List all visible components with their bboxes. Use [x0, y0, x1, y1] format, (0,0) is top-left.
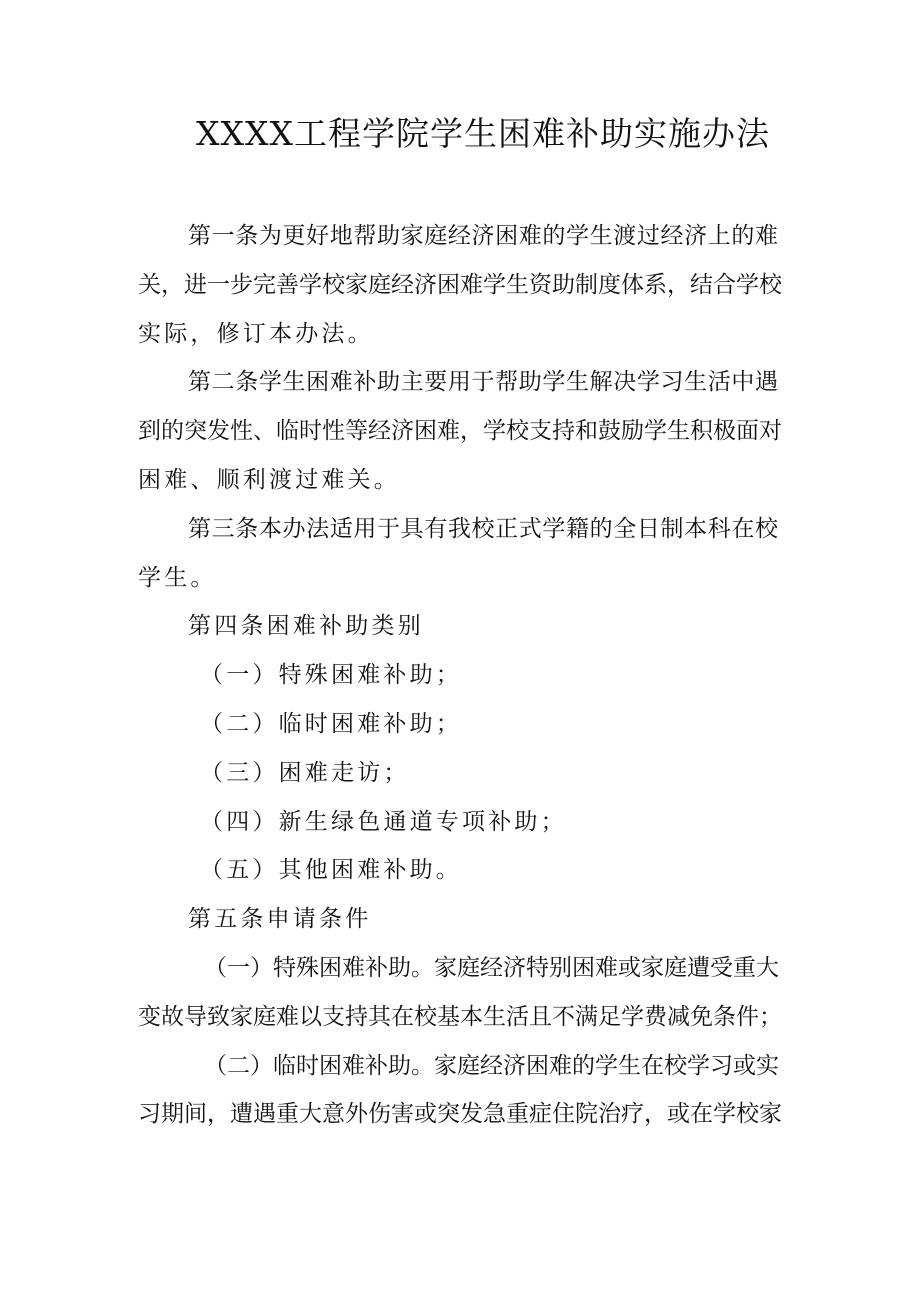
category-item-1: （一）特殊困难补助；	[200, 662, 462, 689]
article-4-heading: 第四条困难补助类别	[188, 613, 424, 640]
article-2-line-3: 困难、顺利渡过难关。	[138, 466, 400, 493]
category-item-2: （二）临时困难补助；	[200, 710, 462, 737]
article-3-line-2: 学生。	[138, 564, 217, 591]
category-item-4: （四）新生绿色通道专项补助；	[200, 808, 567, 835]
category-item-3: （三）困难走访；	[200, 759, 410, 786]
document-body	[138, 212, 782, 1139]
article-3-line-1: 第三条本办法适用于具有我校正式学籍的全日制本科在校	[188, 515, 778, 542]
article-1-line-3: 实际，修订本办法。	[138, 320, 374, 347]
condition-2-line-1: （二）临时困难补助。家庭经济困难的学生在校学习或实	[204, 1052, 779, 1079]
condition-1-line-2: 变故导致家庭难以支持其在校基本生活且不满足学费减免条件；	[138, 1003, 782, 1030]
condition-2-line-2: 习期间，遭遇重大意外伤害或突发急重症住院治疗，或在学校家	[138, 1101, 782, 1128]
article-2-line-1: 第二条学生困难补助主要用于帮助学生解决学习生活中遇	[188, 369, 778, 396]
article-1-line-1: 第一条为更好地帮助家庭经济困难的学生渡过经济上的难	[188, 223, 778, 249]
condition-1-line-1: （一）特殊困难补助。家庭经济特别困难或家庭遭受重大	[204, 954, 779, 981]
article-1-line-2: 关，进一步完善学校家庭经济困难学生资助制度体系，结合学校	[138, 271, 782, 298]
article-5-heading: 第五条申请条件	[188, 906, 372, 933]
category-item-5: （五）其他困难补助。	[200, 857, 462, 884]
document-title: XXXX工程学院学生困难补助实施办法	[196, 114, 770, 153]
article-2-line-2: 到的突发性、临时性等经济困难，学校支持和鼓励学生积极面对	[138, 418, 782, 445]
